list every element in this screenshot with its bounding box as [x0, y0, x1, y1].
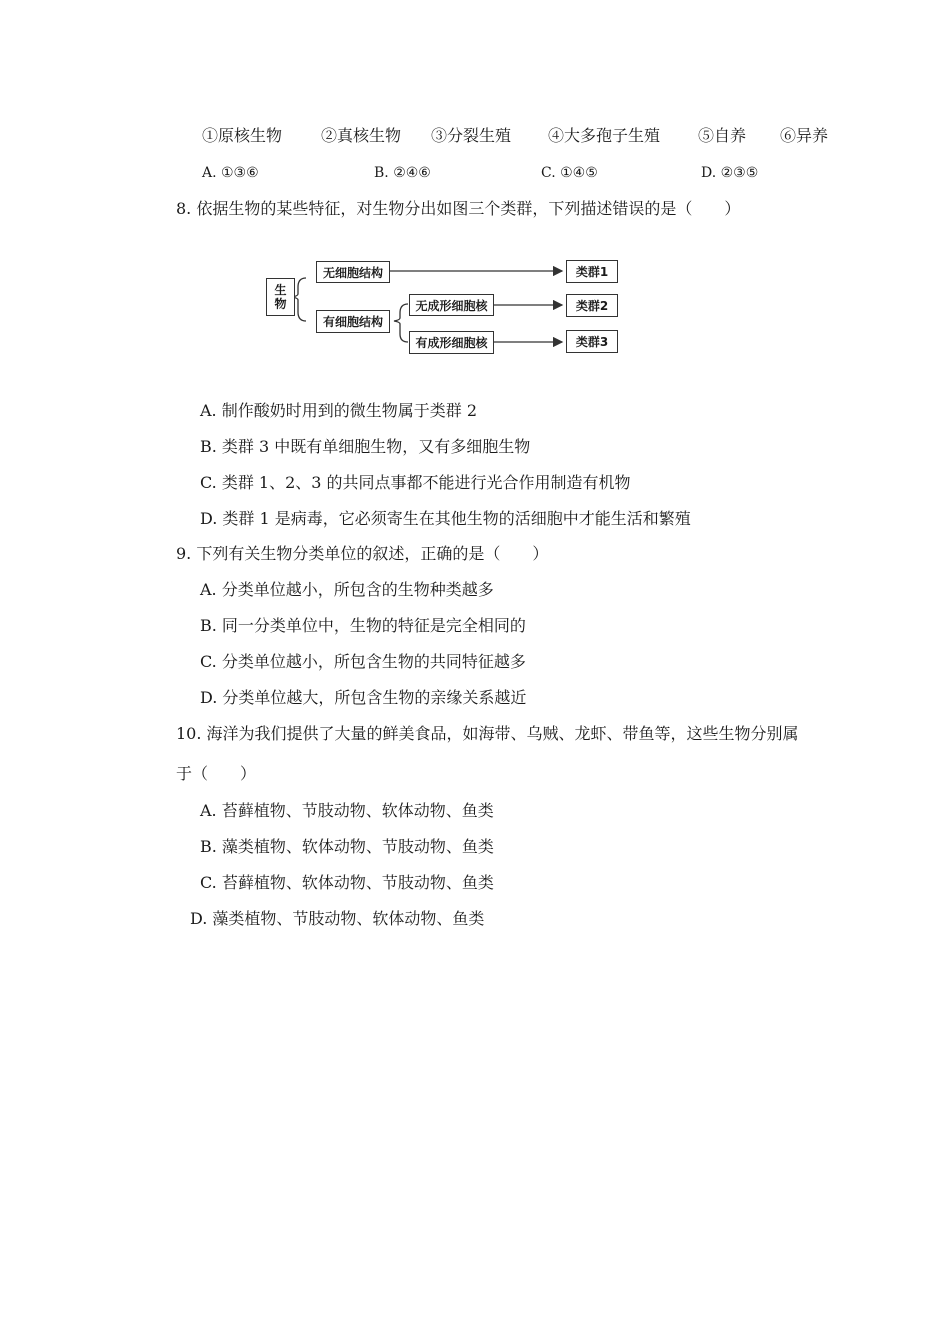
q9-option-a: A. 分类单位越小，所包含的生物种类越多 — [200, 580, 494, 599]
has-cell-box: 有细胞结构 — [316, 310, 390, 333]
group3-box: 类群3 — [566, 330, 618, 353]
group2-box: 类群2 — [566, 294, 618, 317]
q9-option-c: C. 分类单位越小，所包含生物的共同特征越多 — [200, 652, 526, 671]
q7-choice-d: D. ②③⑤ — [701, 165, 759, 181]
has-nucleus-box: 有成形细胞核 — [409, 331, 494, 354]
q8-option-c: C. 类群 1、2、3 的共同点事都不能进行光合作用制造有机物 — [200, 473, 631, 492]
q7-item-3: ③分裂生殖 — [431, 126, 512, 145]
q7-item-5: ⑤自养 — [698, 126, 747, 145]
q7-item-4: ④大多孢子生殖 — [548, 126, 661, 145]
no-cell-box: 无细胞结构 — [316, 261, 390, 283]
q9-option-b: B. 同一分类单位中，生物的特征是完全相同的 — [200, 616, 526, 635]
q10-option-b: B. 藻类植物、软体动物、节肢动物、鱼类 — [200, 837, 494, 856]
group1-box: 类群1 — [566, 260, 618, 283]
q7-choice-a: A. ①③⑥ — [202, 165, 259, 181]
q7-choice-b: B. ②④⑥ — [374, 165, 431, 181]
root-char-1: 生 — [274, 283, 287, 297]
root-char-2: 物 — [274, 297, 287, 311]
q7-item-1: ①原核生物 — [202, 126, 283, 145]
q10-option-d: D. 藻类植物、节肢动物、软体动物、鱼类 — [190, 909, 485, 928]
cell-brace — [394, 304, 408, 342]
q10-option-a: A. 苔藓植物、节肢动物、软体动物、鱼类 — [200, 801, 494, 820]
q10-stem-line2: 于（ ） — [176, 764, 257, 783]
q7-choice-c: C. ①④⑤ — [541, 165, 598, 181]
q9-stem: 9. 下列有关生物分类单位的叙述，正确的是（ ） — [176, 544, 549, 563]
q8-option-a: A. 制作酸奶时用到的微生物属于类群 2 — [200, 401, 477, 420]
q8-option-b: B. 类群 3 中既有单细胞生物，又有多细胞生物 — [200, 437, 531, 456]
q8-option-d: D. 类群 1 是病毒，它必须寄生在其他生物的活细胞中才能生活和繁殖 — [200, 509, 691, 528]
no-nucleus-box: 无成形细胞核 — [409, 294, 494, 316]
q7-item-6: ⑥异养 — [780, 126, 829, 145]
q8-stem: 8. 依据生物的某些特征，对生物分出如图三个类群，下列描述错误的是（ ） — [176, 199, 741, 218]
root-box — [266, 278, 295, 316]
q10-option-c: C. 苔藓植物、软体动物、节肢动物、鱼类 — [200, 873, 494, 892]
q10-stem-line1: 10. 海洋为我们提供了大量的鲜美食品，如海带、乌贼、龙虾、带鱼等，这些生物分别属 — [176, 724, 799, 743]
q9-option-d: D. 分类单位越大，所包含生物的亲缘关系越近 — [200, 688, 527, 707]
q7-item-2: ②真核生物 — [321, 126, 402, 145]
